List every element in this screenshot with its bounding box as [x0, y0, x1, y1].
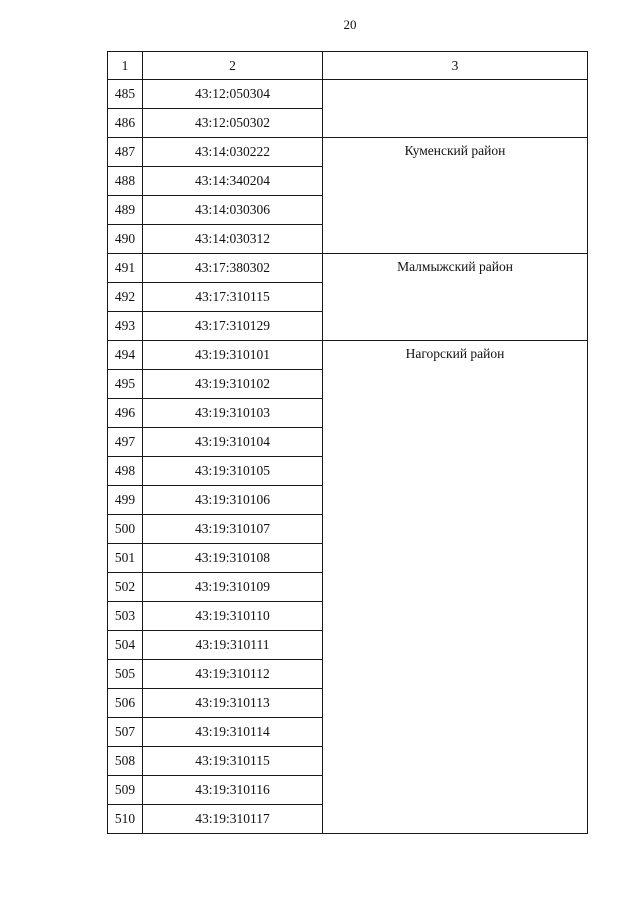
row-number-cell: 493 — [108, 312, 143, 341]
row-number-cell: 503 — [108, 602, 143, 631]
region-cell — [323, 341, 588, 834]
column-header-number: 1 — [108, 52, 143, 80]
region-cell — [323, 80, 588, 138]
row-number-cell: 501 — [108, 544, 143, 573]
cadastral-code-cell: 43:19:310111 — [143, 631, 323, 660]
table-body — [108, 80, 588, 834]
row-number-cell: 490 — [108, 225, 143, 254]
cadastral-code-cell: 43:14:340204 — [143, 167, 323, 196]
cadastral-code-cell: 43:19:310115 — [143, 747, 323, 776]
row-number-cell: 488 — [108, 167, 143, 196]
header-row — [108, 52, 588, 80]
row-number-cell: 502 — [108, 573, 143, 602]
cadastral-code-cell: 43:19:310112 — [143, 660, 323, 689]
cadastral-code-cell: 43:14:030222 — [143, 138, 323, 167]
table-row — [108, 80, 588, 109]
cadastral-code-cell: 43:19:310106 — [143, 486, 323, 515]
row-number-cell: 489 — [108, 196, 143, 225]
cadastral-code-cell: 43:19:310116 — [143, 776, 323, 805]
cadastral-code-cell: 43:19:310107 — [143, 515, 323, 544]
row-number-cell: 507 — [108, 718, 143, 747]
region-name: Куменский район — [404, 143, 506, 158]
cadastral-code-cell: 43:19:310105 — [143, 457, 323, 486]
cadastral-code-cell: 43:14:030306 — [143, 196, 323, 225]
page-number: 20 — [343, 17, 357, 32]
row-number-cell: 487 — [108, 138, 143, 167]
table-header — [108, 52, 588, 80]
cadastral-code-cell: 43:19:310114 — [143, 718, 323, 747]
row-number-cell: 500 — [108, 515, 143, 544]
cadastral-code-cell: 43:19:310109 — [143, 573, 323, 602]
cadastral-code-cell: 43:19:310108 — [143, 544, 323, 573]
region-name: Малмыжский район — [397, 259, 513, 274]
row-number-cell: 510 — [108, 805, 143, 834]
cadastral-code-cell: 43:17:380302 — [143, 254, 323, 283]
column-header-cadastral-code: 2 — [143, 52, 323, 80]
cadastral-code-cell: 43:19:310102 — [143, 370, 323, 399]
region-cell — [323, 138, 588, 254]
cadastral-code-cell: 43:19:310113 — [143, 689, 323, 718]
column-header-region: 3 — [323, 52, 588, 80]
cadastral-code-cell: 43:19:310117 — [143, 805, 323, 834]
row-number-cell: 497 — [108, 428, 143, 457]
row-number-cell: 486 — [108, 109, 143, 138]
cadastral-code-cell: 43:19:310103 — [143, 399, 323, 428]
row-number-cell: 485 — [108, 80, 143, 109]
row-number-cell: 498 — [108, 457, 143, 486]
row-number-cell: 506 — [108, 689, 143, 718]
row-number-cell: 495 — [108, 370, 143, 399]
region-name: Нагорский район — [405, 346, 505, 361]
row-number-cell: 509 — [108, 776, 143, 805]
cadastral-code-cell: 43:12:050302 — [143, 109, 323, 138]
cadastral-code-cell: 43:17:310129 — [143, 312, 323, 341]
table-row — [108, 138, 588, 167]
cadastral-code-cell: 43:14:030312 — [143, 225, 323, 254]
table-row — [108, 254, 588, 283]
cadastral-table — [107, 51, 588, 834]
row-number-cell: 491 — [108, 254, 143, 283]
row-number-cell: 508 — [108, 747, 143, 776]
row-number-cell: 492 — [108, 283, 143, 312]
cadastral-code-cell: 43:19:310104 — [143, 428, 323, 457]
row-number-cell: 496 — [108, 399, 143, 428]
cadastral-code-cell: 43:17:310115 — [143, 283, 323, 312]
region-cell — [323, 254, 588, 341]
cadastral-code-cell: 43:19:310110 — [143, 602, 323, 631]
row-number-cell: 505 — [108, 660, 143, 689]
row-number-cell: 499 — [108, 486, 143, 515]
cadastral-code-cell: 43:19:310101 — [143, 341, 323, 370]
row-number-cell: 494 — [108, 341, 143, 370]
row-number-cell: 504 — [108, 631, 143, 660]
cadastral-code-cell: 43:12:050304 — [143, 80, 323, 109]
table-row — [108, 341, 588, 370]
